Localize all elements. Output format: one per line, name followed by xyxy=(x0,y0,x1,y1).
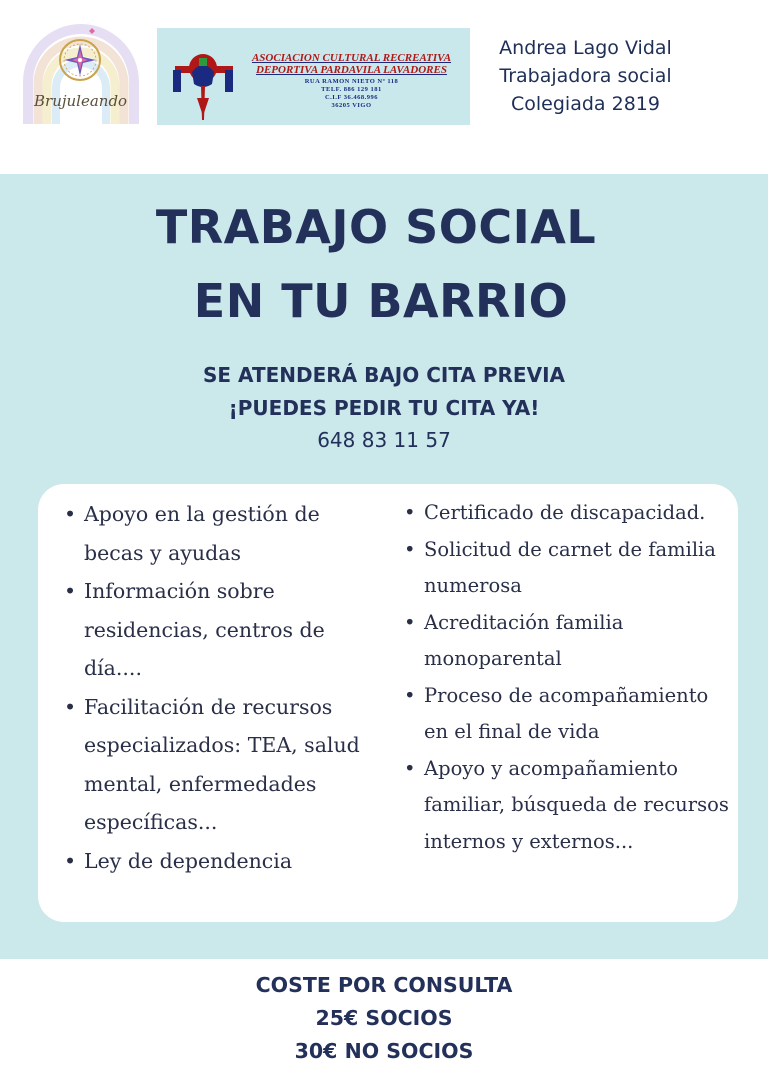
author-registration: Colegiada 2819 xyxy=(511,93,660,115)
service-item: • Acreditación familia monoparental xyxy=(404,605,734,678)
pricing-heading: COSTE POR CONSULTA xyxy=(255,973,513,997)
association-postal: 36205 VIGO xyxy=(331,102,372,109)
contact-phone: 648 83 11 57 xyxy=(317,428,451,452)
author-block xyxy=(478,34,693,118)
services-list-left xyxy=(64,495,364,880)
association-emblem-icon xyxy=(163,28,243,125)
brujuleando-wordmark: Brujuleando xyxy=(34,92,128,110)
subtitle-line2: ¡PUEDES PEDIR TU CITA YA! xyxy=(228,396,540,420)
service-item: • Proceso de acompañamiento en el final de vida xyxy=(404,678,734,751)
brujuleando-logo xyxy=(22,20,140,128)
pricing-footer xyxy=(0,962,768,1068)
author-name: Andrea Lago Vidal xyxy=(499,37,672,59)
services-list-right xyxy=(404,495,734,860)
association-name-line2: DEPORTIVA PARDAVILA LAVADORES xyxy=(256,64,447,76)
association-cif: C.I.F 36.468.996 xyxy=(324,94,379,101)
rainbow-compass-icon xyxy=(22,20,140,128)
price-non-members: 30€ NO SOCIOS xyxy=(294,1039,474,1063)
service-item: • Apoyo y acompañamiento familiar, búsqueda de recursos internos y externos... xyxy=(404,751,734,861)
service-item: • Apoyo en la gestión de becas y ayudas xyxy=(64,495,364,572)
association-phone: TELF. 886 129 181 xyxy=(321,86,382,93)
title-line1: TRABAJO SOCIAL xyxy=(155,200,597,254)
service-item: • Facilitación de recursos especializados: TEA, salud mental, enfermedades específicas... xyxy=(64,688,364,842)
association-name-line1: ASOCIACION CULTURAL RECREATIVA xyxy=(251,52,452,64)
association-address: RUA RAMON NIETO Nº 118 xyxy=(304,78,399,85)
author-role: Trabajadora social xyxy=(499,65,672,87)
service-item: • Solicitud de carnet de familia numerosa xyxy=(404,532,734,605)
association-logo xyxy=(157,28,470,125)
price-members: 25€ SOCIOS xyxy=(315,1006,453,1030)
service-item: • Ley de dependencia xyxy=(64,842,364,881)
title-line2: EN TU BARRIO xyxy=(193,274,569,328)
service-item: • Información sobre residencias, centros de día.... xyxy=(64,572,364,688)
subtitle-line1: SE ATENDERÁ BAJO CITA PREVIA xyxy=(202,363,565,387)
header xyxy=(0,0,768,172)
service-item: • Certificado de discapacidad. xyxy=(404,495,734,532)
association-text-block xyxy=(239,52,464,110)
